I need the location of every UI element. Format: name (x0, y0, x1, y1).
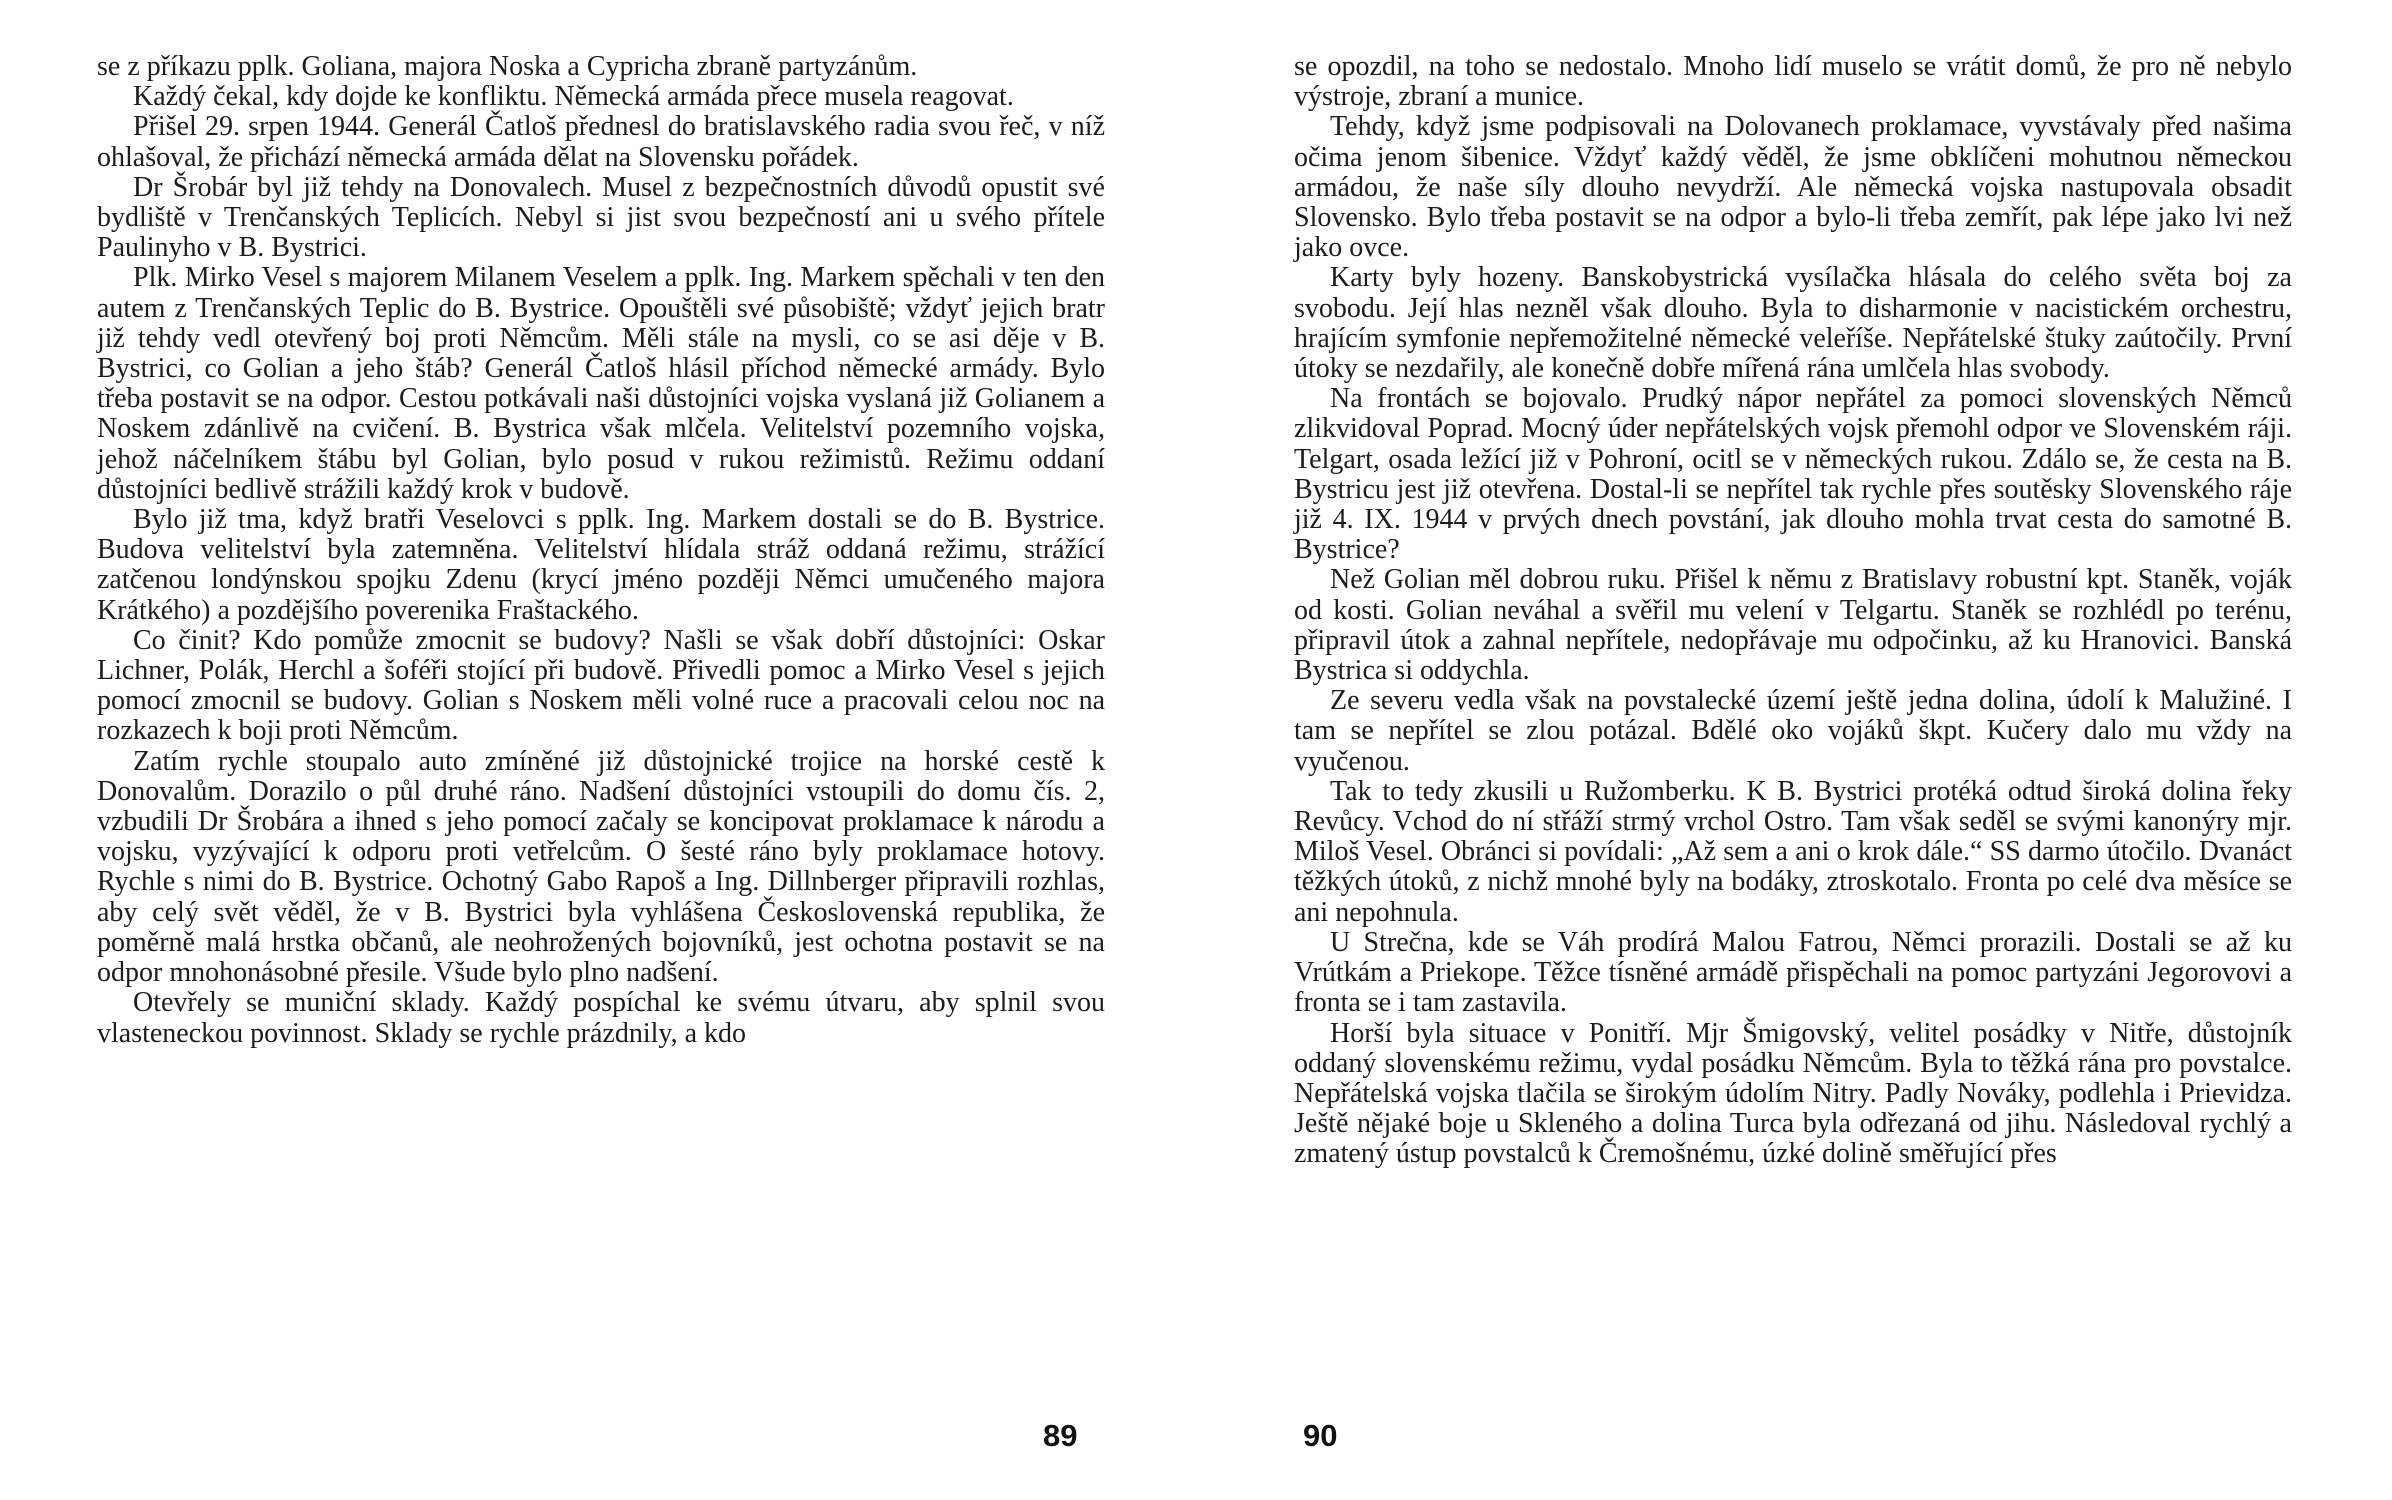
paragraph: Co činit? Kdo pomůže zmocnit se budovy? Našli se však dobří důstojníci: Oskar Lichner, Polák, Herchl a šoféři stojící při budově. Přivedli pomoc a Mirko Vesel s jejich pomocí zmocnil se budovy. Golian s Noskem měli volné ruce a pracovali celou noc na rozkazech k boji proti Němcům. (97, 624, 1105, 747)
paragraph: Na frontách se bojovalo. Prudký nápor nepřátel za pomoci slovenských Němců zlikvidoval Poprad. Mocný úder nepřátelských vojsk přemohl odpor ve Slovenském ráji. Telgart, osada ležící již v Pohroní, ocitl se v německých rukou. Zdálo se, že cesta na B. Bystricu jest již otevřena. Dostal-li se nepřítel tak rychle přes soutěsky Slovenského ráje již 4. IX. 1944 v prvých dnech povstání, jak dlouho mohla trvat cesta do samotné B. Bystrice? (1294, 383, 2292, 566)
page-number: 89 (1043, 1418, 1078, 1453)
paragraph: se opozdil, na toho se nedostalo. Mnoho lidí muselo se vrátit domů, že pro ně nebylo výstroje, zbraní a munice. (1294, 51, 2292, 113)
paragraph: Karty byly hozeny. Banskobystrická vysílačka hlásala do celého světa boj za svobodu. Její hlas nezněl však dlouho. Byla to disharmonie v nacistickém orchestru, hrajícím symfonie nepřemožitelné německé veleříše. Nepřátelské štuky zaútočily. První útoky se nezdařily, ale konečně dobře mířená rána umlčela hlas svobody. (1294, 262, 2292, 385)
paragraph: Dr Šrobár byl již tehdy na Donovalech. Musel z bezpečnostních důvodů opustit své bydliště v Trenčanských Teplicích. Nebyl si jist svou bezpečností ani u svého přítele Paulinyho v B. Bystrici. (97, 171, 1105, 264)
right-page-body (1294, 52, 2292, 1170)
paragraph: Plk. Mirko Vesel s majorem Milanem Veselem a pplk. Ing. Markem spěchali v ten den autem z Trenčanských Teplic do B. Bystrice. Opouštěli své působiště; vždyť jejich bratr již tehdy vedl otevřený boj proti Němcům. Měli stále na mysli, co se asi děje v B. Bystrici, co Golian a jeho štáb? Generál Čatloš hlásil příchod německé armády. Bylo třeba postavit se na odpor. Cestou potkávali naši důstojníci vojska vyslaná již Golianem a Noskem zdánlivě na cvičení. B. Bystrica však mlčela. Velitelství pozemního vojska, jehož náčelníkem štábu byl Golian, bylo posud v rukou režimistů. Režimu oddaní důstojníci bedlivě strážili každý krok v budově. (97, 262, 1105, 505)
paragraph: Než Golian měl dobrou ruku. Přišel k němu z Bratislavy robustní kpt. Staněk, voják od kosti. Golian neváhal a svěřil mu velení v Telgartu. Staněk se rozhlédl po terénu, připravil útok a zahnal nepřítele, nedopřávaje mu odpočinku, až ku Hranovici. Banská Bystrica si oddychla. (1294, 564, 2292, 687)
paragraph: Zatím rychle stoupalo auto zmíněné již důstojnické trojice na horské cestě k Donovalům. Dorazilo o půl druhé ráno. Nadšení důstojníci vstoupili do domu čís. 2, vzbudili Dr Šrobára a ihned s jeho pomocí začaly se koncipovat proklamace k národu a vojsku, vyzývající k odporu proti vetřelcům. O šesté ráno byly proklamace hotovy. Rychle s nimi do B. Bystrice. Ochotný Gabo Rapoš a Ing. Dillnberger připravili rozhlas, aby celý svět věděl, že v B. Bystrici byla vyhlášena Československá republika, že poměrně malá hrstka občanů, ale neohrožených bojovníků, jest ochotna postavit se na odpor mnohonásobné přesile. Všude bylo plno nadšení. (97, 745, 1105, 989)
paragraph: se z příkazu pplk. Goliana, majora Noska a Cypricha zbraně partyzánům. (97, 51, 918, 82)
paragraph: Tehdy, když jsme podpisovali na Dolovanech proklamace, vyvstávaly před našima očima jenom šibenice. Vždyť každý věděl, že jsme obklíčeni mohutnou německou armádou, že naše síly dlouho nevydrží. Ale německá vojska nastupovala obsadit Slovensko. Bylo třeba postavit se na odpor a bylo-li třeba zemřít, pak lépe jako lvi než jako ovce. (1294, 111, 2292, 264)
paragraph: Tak to tedy zkusili u Ružomberku. K B. Bystrici protéká odtud široká dolina řeky Revůcy. Vchod do ní střáží strmý vrchol Ostro. Tam však seděl se svými kanonýry mjr. Miloš Vesel. Obránci si povídali: „Až sem a ani o krok dále.“ SS darmo útočilo. Dvanáct těžkých útoků, z nichž mnohé byly na bodáky, ztroskotalo. Fronta po celé dva měsíce se ani nepohnula. (1294, 775, 2292, 928)
paragraph: Přišel 29. srpen 1944. Generál Čatloš přednesl do bratislavského radia svou řeč, v níž ohlašoval, že přichází německá armáda dělat na Slovensku pořádek. (97, 111, 1105, 173)
paragraph: Každý čekal, kdy dojde ke konfliktu. Německá armáda přece musela reagovat. (133, 81, 1014, 113)
paragraph: Otevřely se muniční sklady. Každý pospíchal ke svému útvaru, aby splnil svou vlasteneckou povinnost. Sklady se rychle prázdnily, a kdo (97, 987, 1105, 1049)
page-number: 90 (1303, 1418, 1338, 1453)
right-page (1196, 0, 2392, 1500)
paragraph: Ze severu vedla však na povstalecké území ještě jedna dolina, údolí k Malužiné. I tam se nepřítel se zlou potázal. Bdělé oko vojáků škpt. Kučery dalo mu vždy na vyučenou. (1294, 685, 2292, 777)
paragraph: Horší byla situace v Ponitří. Mjr Šmigovský, velitel posádky v Nitře, důstojník oddaný slovenskému režimu, vydal posádku Němcům. Byla to těžká rána pro povstalce. Nepřátelská vojska tlačila se širokým údolím Nitry. Padly Nováky, podlehla i Prievidza. Ještě nějaké boje u Skleného a dolina Turca byla odřezaná od jihu. Následoval rychlý a zmatený ústup povstalců k Čremošnému, úzké dolině směřující přes (1294, 1017, 2292, 1170)
left-page-body (97, 52, 1105, 1049)
paragraph: U Strečna, kde se Váh prodírá Malou Fatrou, Němci prorazili. Dostali se až ku Vrútkám a Priekope. Těžce tísněné armádě přispěchali na pomoc partyzáni Jegorovovi a fronta se i tam zastavila. (1294, 926, 2292, 1019)
paragraph: Bylo již tma, když bratři Veselovci s pplk. Ing. Markem dostali se do B. Bystrice. Budova velitelství byla zatemněna. Velitelství hlídala stráž oddaná režimu, strážící zatčenou londýnskou spojku Zdenu (krycí jméno později Němci umučeného majora Krátkého) a pozdějšího poverenika Fraštackého. (97, 504, 1105, 626)
